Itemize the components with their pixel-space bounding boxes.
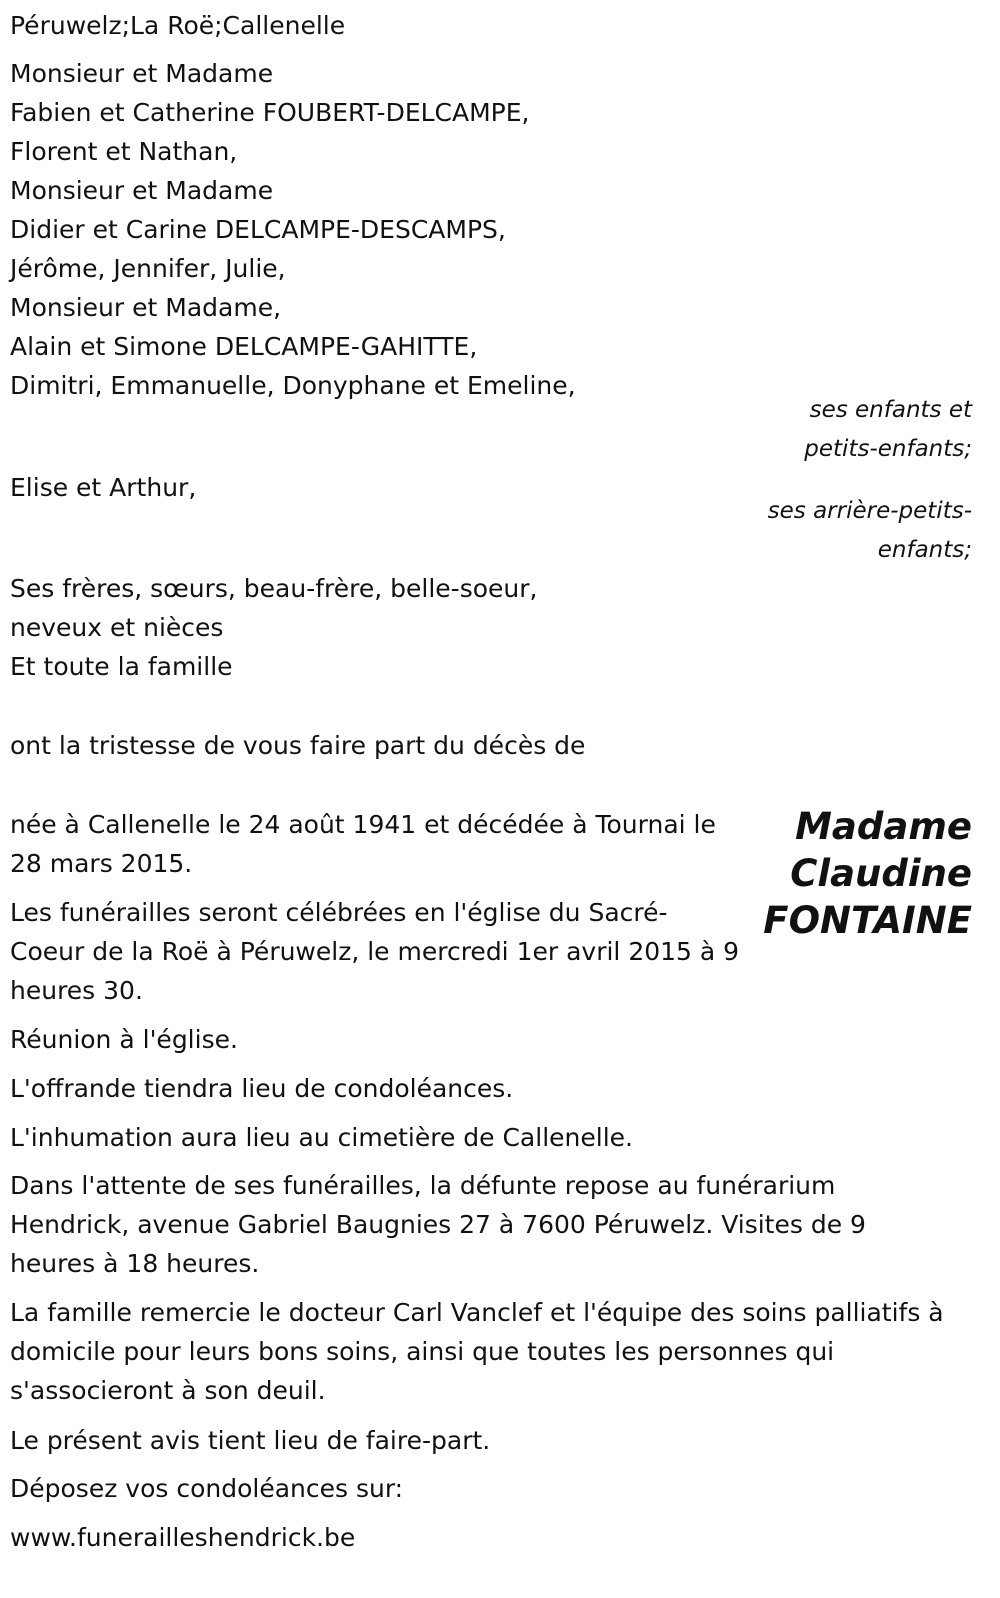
deceased-last-name: FONTAINE xyxy=(763,899,972,942)
family-line: Fabien et Catherine FOUBERT-DELCAMPE, xyxy=(10,98,530,127)
funeral-paragraph: Les funérailles seront célébrées en l'église du Sacré-Coeur de la Roë à Péruwelz, le mercredi 1er avril 2015 à 9 heures 30. xyxy=(10,898,740,1005)
siblings-line: Ses frères, sœurs, beau-frère, belle-soeur, xyxy=(10,574,538,603)
meeting-paragraph: Réunion à l'église. xyxy=(10,1025,238,1054)
family-line: Monsieur et Madame xyxy=(10,176,274,205)
family-line: Didier et Carine DELCAMPE-DESCAMPS, xyxy=(10,215,506,244)
family-line: Florent et Nathan, xyxy=(10,137,238,166)
birth-death-paragraph: née à Callenelle le 24 août 1941 et décédée à Tournai le 28 mars 2015. xyxy=(10,810,716,878)
family-line: Monsieur et Madame xyxy=(10,59,274,88)
deceased-name xyxy=(712,803,972,944)
family-line: Dimitri, Emmanuelle, Donyphane et Emeline, xyxy=(10,371,576,400)
deceased-title: Madame xyxy=(795,805,972,848)
great-grandchildren-role-label-cont: enfants; xyxy=(877,537,972,563)
website-link[interactable]: www.funerailleshendrick.be xyxy=(10,1523,356,1552)
children-role-label: ses enfants et xyxy=(809,397,972,423)
great-grandchildren: Elise et Arthur, xyxy=(10,473,197,502)
great-grandchildren-role-label: ses arrière-petits- xyxy=(767,498,972,524)
siblings-line: Et toute la famille xyxy=(10,652,233,681)
rest-paragraph: Dans l'attente de ses funérailles, la défunte repose au funérarium Hendrick, avenue Gabriel Baugnies 27 à 7600 Péruwelz. Visites de 9 heures à 18 heures. xyxy=(10,1171,866,1278)
family-line: Monsieur et Madame, xyxy=(10,293,282,322)
children-role-label-cont: petits-enfants; xyxy=(804,436,972,462)
offering-paragraph: L'offrande tiendra lieu de condoléances. xyxy=(10,1074,514,1103)
family-line: Jérôme, Jennifer, Julie, xyxy=(10,254,286,283)
condolences-prompt: Déposez vos condoléances sur: xyxy=(10,1474,404,1503)
family-line: Alain et Simone DELCAMPE-GAHITTE, xyxy=(10,332,478,361)
burial-paragraph: L'inhumation aura lieu au cimetière de Callenelle. xyxy=(10,1123,633,1152)
announcement-text: ont la tristesse de vous faire part du décès de xyxy=(10,731,586,760)
siblings-line: neveux et nièces xyxy=(10,613,224,642)
deceased-first-name: Claudine xyxy=(790,852,972,895)
thanks-paragraph: La famille remercie le docteur Carl Vanclef et l'équipe des soins palliatifs à domicile pour leurs bons soins, ainsi que toutes les personnes qui s'associeront à son deuil. xyxy=(10,1298,944,1405)
locations-header: Péruwelz;La Roë;Callenelle xyxy=(10,11,346,40)
notice-paragraph: Le présent avis tient lieu de faire-part. xyxy=(10,1426,491,1455)
